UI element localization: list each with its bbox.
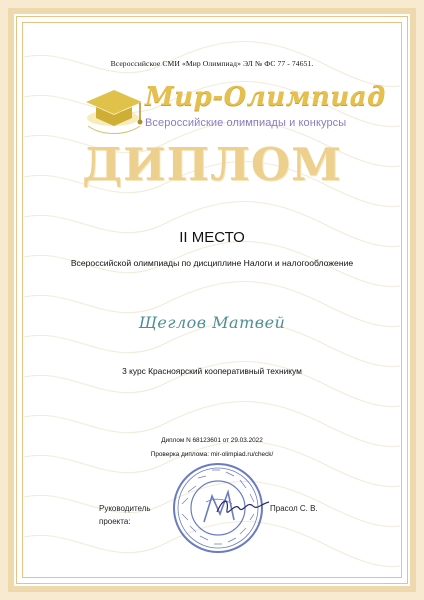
media-registration-text: Всероссийское СМИ «Мир Олимпиад» ЭЛ № ФС 77 - 74651.: [110, 59, 314, 68]
diploma-number: Диплом N 68123601 от 29.03.2022: [161, 437, 263, 444]
project-head-name: Прасол С. В.: [270, 504, 318, 513]
olympiad-description: Всероссийской олимпиады по дисциплине Налоги и налогообложение: [70, 258, 354, 268]
diploma-check-link: Проверка диплома: mir-olimpiad.ru/check/: [150, 451, 274, 458]
project-head-label: Руководитель проекта:: [99, 504, 151, 526]
organization-text: 3 курс Красноярский кооперативный техникум: [122, 366, 302, 376]
frame-corner: [16, 16, 42, 42]
logo-name: Мир-Олимпиад: [145, 82, 386, 112]
frame-corner: [16, 558, 42, 584]
graduation-cap-icon: [82, 80, 144, 138]
frame-corner: [382, 558, 408, 584]
frame-corner: [382, 16, 408, 42]
place-text: II МЕСТО: [179, 229, 245, 246]
winner-name: Щеглов Матвей: [138, 313, 286, 332]
logo-subtitle: Всероссийские олимпиады и конкурсы: [145, 117, 347, 129]
diploma-title: ДИПЛОМ: [82, 138, 342, 191]
signature: [213, 492, 273, 522]
